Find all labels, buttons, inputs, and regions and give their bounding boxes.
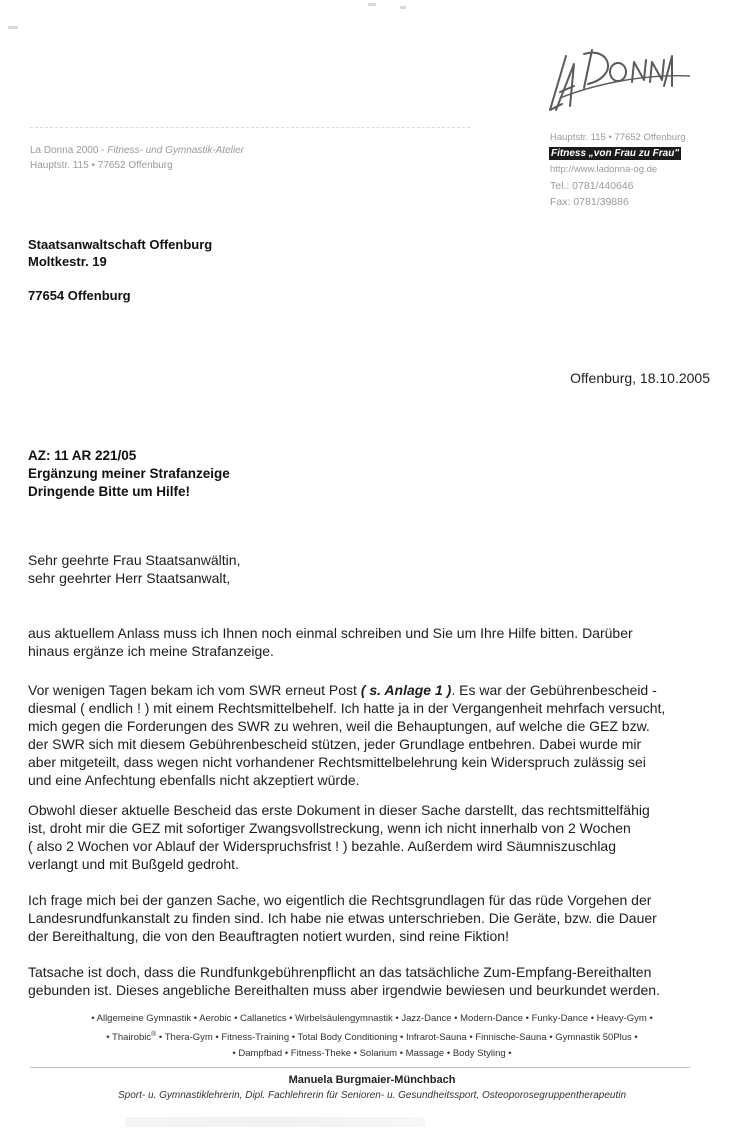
letterhead-phone: Tel.: 0781/440646 [550,180,634,192]
text-line: ist, droht mir die GEZ mit sofortiger Zwangsvollstreckung, wenn ich nicht innerhalb von 2 Wochen [28,820,631,836]
scan-speck [400,6,406,9]
attachment-reference: ( s. Anlage 1 ) [360,682,452,698]
scan-speck [8,26,18,29]
text-line: Obwohl dieser aktuelle Bescheid das erste Dokument in dieser Sache darstellt, das rechtsmittelfähig [28,802,650,818]
letterhead-fax: Fax: 0781/39886 [550,196,629,208]
text-line: diesmal ( endlich ! ) mit einem Rechtsmittelbehelf. Ich hatte ja in der Vergangenheit mehrfach versucht, [28,700,666,716]
owner-name: Manuela Burgmaier-Münchbach [288,1074,456,1086]
recipient-street: Moltkestr. 19 [28,254,107,269]
subject-block [28,447,230,501]
text-line: mich gegen die Forderungen des SWR zu wehren, weil die Behauptungen, auf welche die GEZ bzw. [28,718,650,734]
letterhead-company: La Donna 2000 - Fitness- und Gymnastik-Atelier [30,145,244,156]
text-line: verlangt und mit Bußgeld gedroht. [28,856,239,872]
salutation-line-1: Sehr geehrte Frau Staatsanwältin, [28,552,241,568]
paragraph-1 [28,624,728,660]
text-line: Ich frage mich bei der ganzen Sache, wo eigentlich die Rechtsgrundlagen für das rüde Vorgehen der [28,892,652,908]
salutation-line-2: sehr geehrter Herr Staatsanwalt, [28,570,231,586]
services-list [20,1011,724,1062]
letterhead-slogan: Fitness „von Frau zu Frau" [551,148,680,159]
reference-number: AZ: 11 AR 221/05 [28,448,137,463]
text-line: ( also 2 Wochen vor Ablauf der Widerspruchsfrist ! ) bezahle. Außerdem wird Säumniszuschlag [28,838,616,854]
footer-rule [30,1067,690,1068]
text-line: Vor wenigen Tagen bekam ich vom SWR erneut Post ( s. Anlage 1 ). Es war der Gebührenbescheid - [28,682,657,698]
paragraph-3 [28,801,728,873]
letterhead-website[interactable]: http://www.ladonna-og.de [550,164,658,175]
scan-speck [368,3,376,6]
owner-qualifications: Sport- u. Gymnastiklehrerin, Dipl. Fachlehrerin für Senioren- u. Gesundheitssport, Osteoporosegruppentherapeutin [117,1090,627,1101]
letterhead-address: Hauptstr. 115 • 77652 Offenburg [30,160,173,171]
recipient-address [28,236,212,304]
text-line: aus aktuellem Anlass muss ich Ihnen noch einmal schreiben und Sie um Ihre Hilfe bitten. Darüber [28,625,633,641]
paragraph-2 [28,681,728,789]
text-line: gebunden ist. Dieses angebliche Bereithalten muss aber irgendwie bewiesen und beurkundet werden. [28,982,660,998]
services-line-1: • Allgemeine Gymnastik • Aerobic • Callanetics • Wirbelsäulengymnastik • Jazz-Dance • Modern-Dance • Funky-Dance • Heavy-Gym • [91,1013,653,1024]
text-line: aber mitgeteilt, dass wegen nicht vorhandener Rechtsmittelbelehrung kein Widerspruch zulässig sei [28,754,646,770]
header-rule [30,127,470,128]
registered-mark: ® [151,1031,157,1038]
services-line-2: • Thairobic® • Thera-Gym • Fitness-Training • Total Body Conditioning • Infrarot-Sauna • Finnische-Sauna • Gymnastik 50Plus • [106,1031,638,1044]
recipient-name: Staatsanwaltschaft Offenburg [28,237,213,252]
bank-details-faint [125,1117,425,1127]
text-line: Landesrundfunkanstalt zu finden sind. Ich habe nie etwas unterschrieben. Die Geräte, bzw. die Dauer [28,910,657,926]
text-line: hinaus ergänze ich meine Strafanzeige. [28,643,274,659]
paragraph-5 [28,963,728,999]
text-line: und eine Anfechtung ebenfalls nicht akzeptiert würde. [28,772,360,788]
services-line-3: • Dampfbad • Fitness-Theke • Solarium • Massage • Body Styling • [232,1048,512,1060]
letterhead-right [550,130,686,210]
letterhead-left [30,143,244,173]
salutation [28,551,240,587]
paragraph-4 [28,891,728,945]
text-line: Tatsache ist doch, dass die Rundfunkgebührenpflicht an das tatsächliche Zum-Empfang-Bereithalten [28,964,652,980]
la-donna-logo [540,46,690,116]
text-line: der SWR sich mit diesem Gebührenbescheid stützen, jeder Grundlage entbehren. Dabei wurde mir [28,736,642,752]
letterhead-tagline: Fitness- und Gymnastik-Atelier [107,145,244,156]
letter-date: Offenburg, 18.10.2005 [570,370,710,386]
recipient-city: 77654 Offenburg [28,288,131,303]
letterhead-right-address: Hauptstr. 115 • 77652 Offenburg [550,132,686,143]
text-line: der Bereithaltung, die von den Beauftragten notiert wurden, sind reine Fiktion! [28,928,509,944]
subject-line-1: Ergänzung meiner Strafanzeige [28,466,230,481]
subject-line-2: Dringende Bitte um Hilfe! [28,484,191,499]
